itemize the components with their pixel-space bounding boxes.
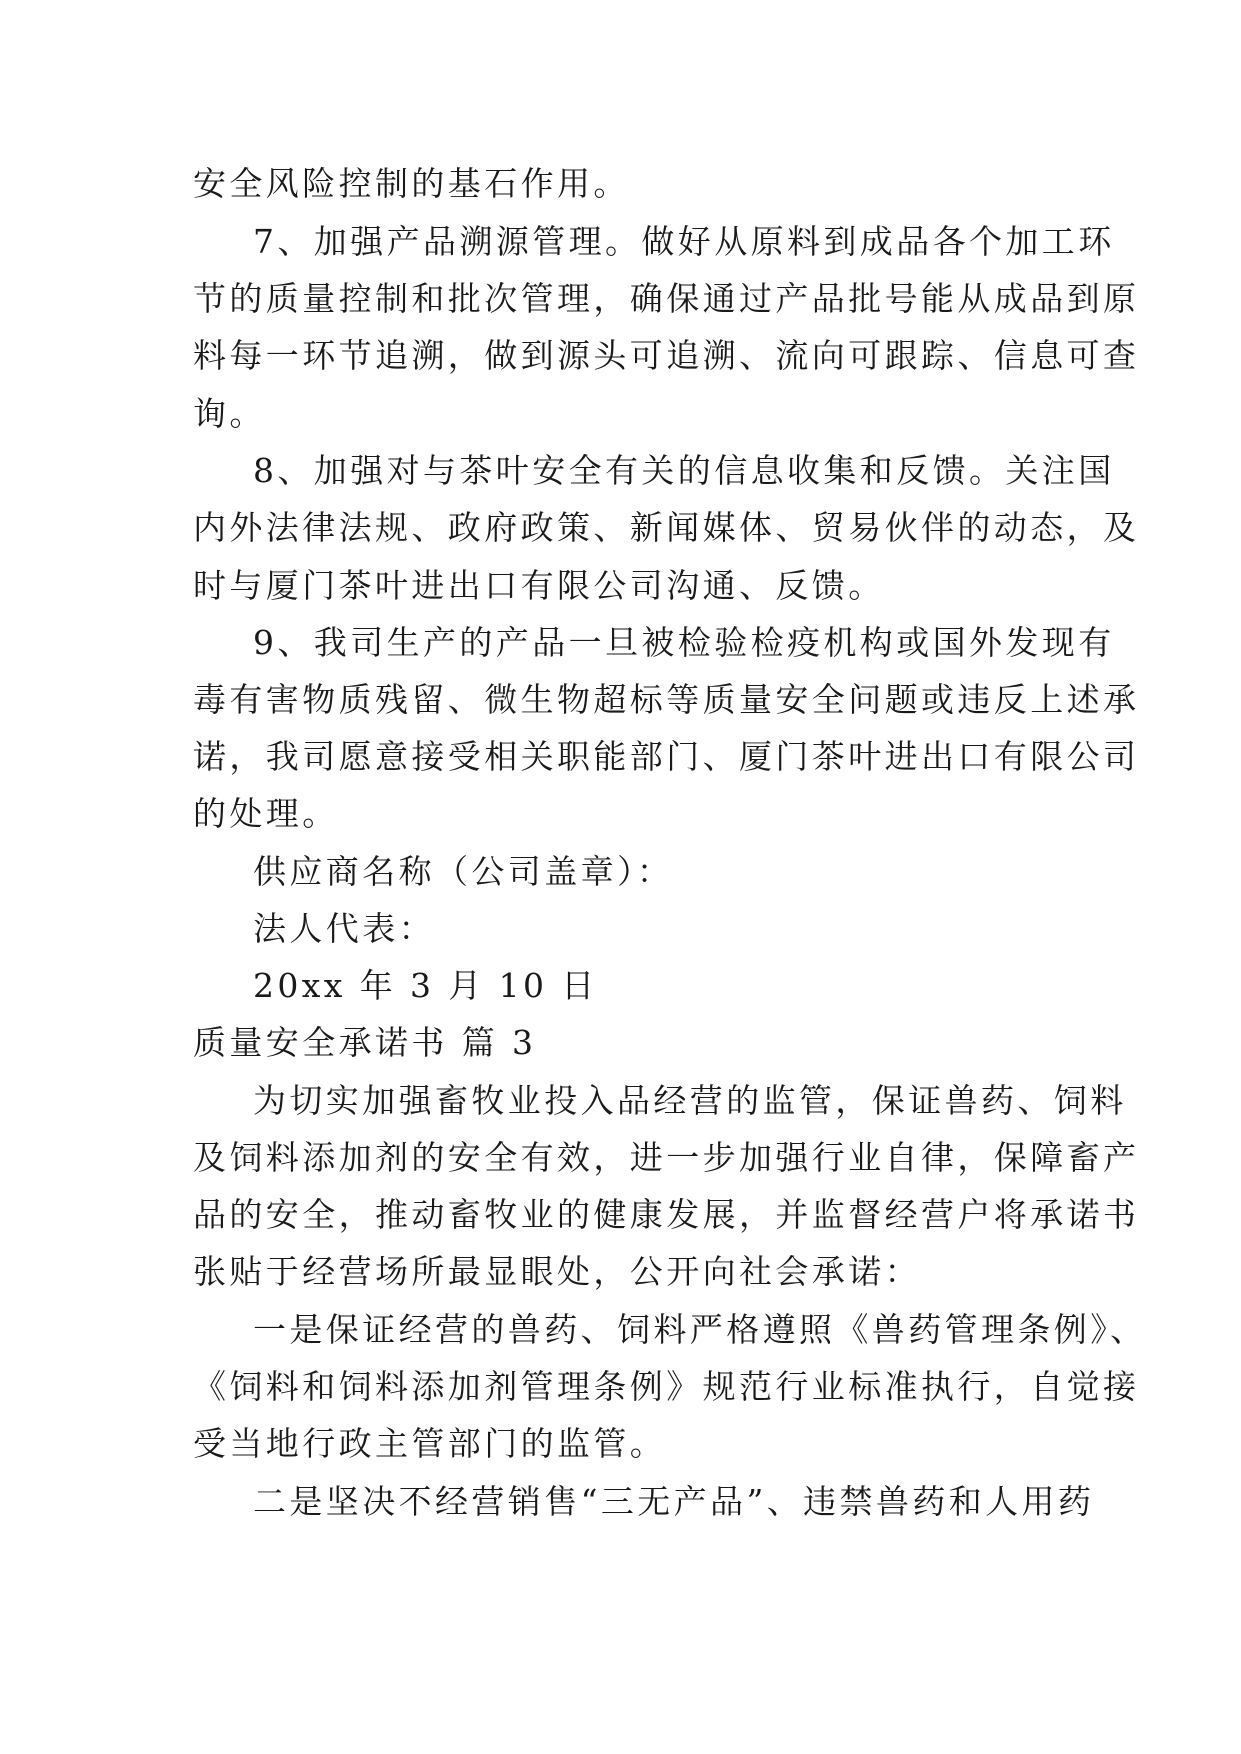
text-line: 受当地行政主管部门的监管。	[193, 1424, 667, 1463]
text-line: 节的质量控制和批次管理，确保通过产品批号能从成品到原	[193, 279, 1140, 318]
signature-date: 20xx 年 3 月 10 日	[253, 966, 598, 1005]
text-line: 7、加强产品溯源管理。做好从原料到成品各个加工环	[253, 222, 1115, 261]
text-line: 诺，我司愿意接受相关职能部门、厦门茶叶进出口有限公司	[193, 737, 1140, 776]
text-line: 内外法律法规、政府政策、新闻媒体、贸易伙伴的动态，及	[193, 508, 1140, 547]
text-line: 一是保证经营的兽药、饲料严格遵照《兽药管理条例》、	[253, 1310, 1147, 1349]
text-line: 及饲料添加剂的安全有效，进一步加强行业自律，保障畜产	[193, 1138, 1140, 1177]
text-line: 《饲料和饲料添加剂管理条例》规范行业标准执行，自觉接	[193, 1367, 1140, 1406]
text-line: 为切实加强畜牧业投入品经营的监管，保证兽药、饲料	[253, 1081, 1127, 1120]
text-line: 品的安全，推动畜牧业的健康发展，并监督经营户将承诺书	[193, 1195, 1140, 1234]
text-line: 的处理。	[193, 794, 339, 833]
supplier-name-label: 供应商名称（公司盖章）：	[253, 852, 674, 891]
text-line: 料每一环节追溯，做到源头可追溯、流向可跟踪、信息可查	[193, 336, 1140, 375]
text-line: 询。	[193, 394, 266, 433]
text-line: 毒有害物质残留、微生物超标等质量安全问题或违反上述承	[193, 680, 1140, 719]
text-line: 安全风险控制的基石作用。	[193, 164, 630, 203]
text-line: 二是坚决不经营销售“三无产品”、违禁兽药和人用药	[253, 1482, 1095, 1521]
section-heading: 质量安全承诺书 篇 3	[193, 1023, 537, 1062]
text-line: 8、加强对与茶叶安全有关的信息收集和反馈。关注国	[253, 451, 1115, 490]
legal-representative-label: 法人代表：	[253, 909, 435, 948]
text-line: 时与厦门茶叶进出口有限公司沟通、反馈。	[193, 566, 885, 605]
text-line: 张贴于经营场所最显眼处，公开向社会承诺：	[193, 1252, 921, 1291]
text-line: 9、我司生产的产品一旦被检验检疫机构或国外发现有	[253, 623, 1115, 662]
